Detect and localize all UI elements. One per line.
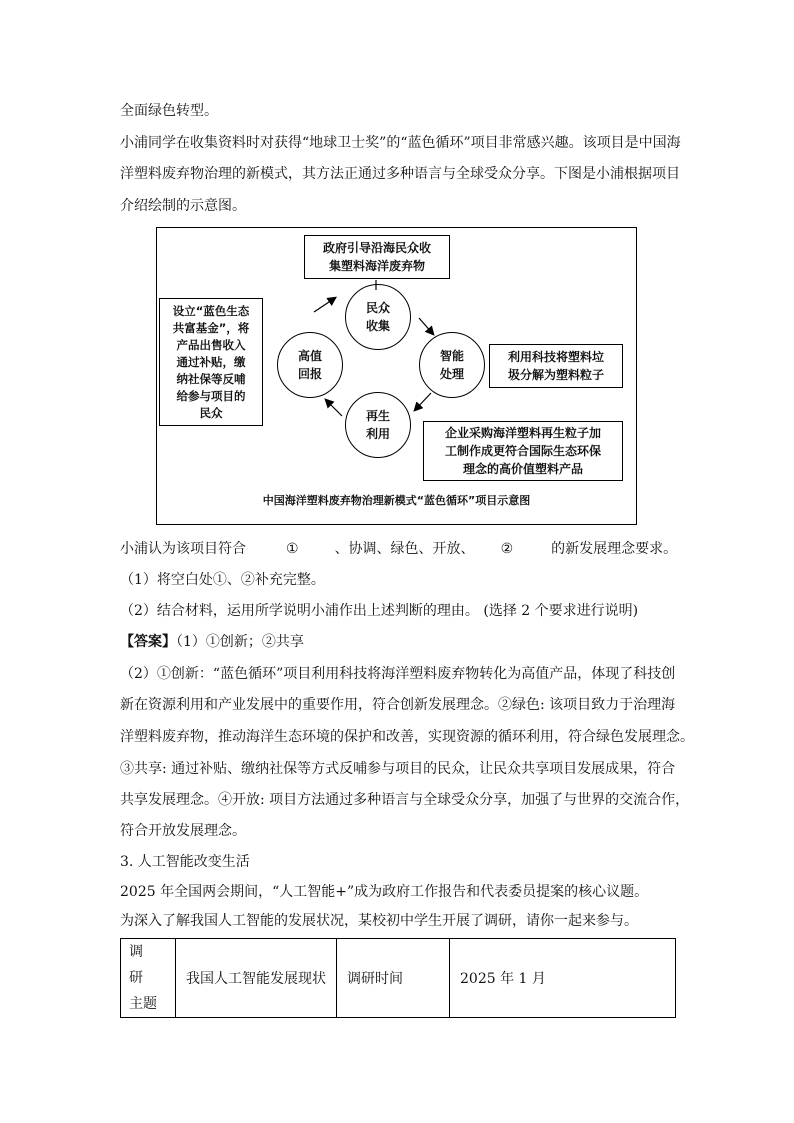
intro-line-2: 小浦同学在收集资料时对获得“地球卫士奖”的“蓝色循环”项目非常感兴趣。该项目是中国海 (120, 135, 681, 151)
question-1: （1）将空白处①、②补充完整。 (120, 572, 325, 588)
answer-1-text: （1）①创新；②共享 (176, 634, 304, 650)
left-box-line: 民众 (199, 405, 223, 420)
bottom-box-line: 企业采购海洋塑料再生粒子加 (444, 426, 601, 440)
answer-label: 【答案】 (120, 634, 176, 650)
circle-process (419, 332, 485, 398)
circle-label: 再生 (365, 409, 390, 423)
left-box-line: 纳社保等反哺 (176, 371, 246, 386)
table-cell-time-label: 调研时间 (337, 939, 450, 1018)
blue-cycle-diagram (156, 227, 637, 525)
blank-1: ① (286, 541, 299, 557)
right-box-line: 利用科技将塑料垃 (507, 350, 604, 364)
left-box-line: 产品出售收入 (176, 337, 246, 352)
intro-line-3: 洋塑料废弃物治理的新模式，其方法正通过多种语言与全球受众分享。下图是小浦根据项目 (120, 166, 680, 182)
intro-line-4: 介绍绘制的示意图。 (120, 198, 246, 214)
answer-2-line: ③共享: 通过补贴、缴纳社保等方式反哺参与项目的民众，让民众共享项目发展成果，符合 (120, 761, 676, 777)
table-row (121, 939, 676, 1018)
circle-label: 民众 (365, 301, 390, 315)
left-box-line: 设立“蓝色生态 (172, 303, 250, 318)
arrow-left-to-top (314, 298, 335, 312)
answer-2-line: 共享发展理念。④开放: 项目方法通过多种语言与全球受众分享，加强了与世界的交流合作， (120, 792, 690, 808)
table-cell-topic-label (121, 939, 176, 1018)
question-stem (120, 539, 677, 559)
arrow-top-to-right (419, 318, 433, 334)
left-box (159, 298, 263, 426)
stem-part: 的新发展理念要求。 (551, 541, 678, 557)
circle-label: 利用 (365, 427, 390, 441)
table-cell-topic: 我国人工智能发展现状 (176, 939, 337, 1018)
circle-label: 高值 (297, 349, 322, 363)
answer-2-line: 洋塑料废弃物，推动海洋生态环境的保护和改善，实现资源的循环利用，符合绿色发展理念。 (120, 729, 694, 745)
top-box-line: 政府引导沿海民众收 (322, 241, 431, 255)
circle-reuse (345, 392, 411, 458)
bottom-box (423, 421, 623, 481)
answer-2-line: 新在资源利用和产业发展中的重要作用，符合创新发展理念。②绿色: 该项目致力于治理海 (120, 697, 676, 713)
intro-line-1: 全面绿色转型。 (120, 103, 218, 119)
circle-label: 收集 (365, 319, 390, 333)
right-box-line: 圾分解为塑料粒子 (507, 368, 604, 382)
stem-part: 、协调、绿色、开放、 (334, 541, 475, 557)
section-3-p2: 为深入了解我国人工智能的发展状况，某校初中学生开展了调研，请你一起来参与。 (120, 913, 638, 929)
bottom-box-line: 工制作成更符合国际生态环保 (444, 444, 601, 458)
question-2: （2）结合材料，运用所学说明小浦作出上述判断的理由。 (选择 2 个要求进行说明) (120, 603, 639, 619)
blank-2: ② (500, 541, 514, 557)
circle-label: 回报 (297, 367, 322, 381)
left-box-line: 给参与项目的 (176, 388, 246, 403)
section-3-p1: 2025 年全国两会期间，“人工智能+”成为政府工作报告和代表委员提案的核心议题。 (120, 884, 649, 900)
circle-label: 处理 (439, 367, 464, 381)
cell-text: 主题 (129, 996, 157, 1012)
left-box-line: 通过补贴，缴 (176, 354, 246, 369)
top-box-line: 集塑料海洋废弃物 (328, 259, 425, 273)
circle-return (277, 332, 343, 398)
table-cell-time: 2025 年 1 月 (450, 939, 676, 1018)
answer-2-line: （2）①创新：“蓝色循环”项目利用科技将海洋塑料废弃物转化为高值产品，体现了科技创 (120, 666, 676, 682)
stem-part: 小浦认为该项目符合 (120, 541, 246, 557)
diagram-caption: 中国海洋塑料废弃物治理新模式“蓝色循环”项目示意图 (262, 494, 531, 507)
bottom-box-line: 理念的高价值塑料产品 (462, 462, 583, 476)
section-3-title: 3. 人工智能改变生活 (120, 854, 250, 870)
cell-text: 调研 (129, 944, 153, 986)
answer-1 (120, 632, 304, 652)
top-box (304, 235, 450, 279)
arrow-right-to-bottom (415, 393, 431, 410)
circle-label: 智能 (439, 349, 464, 363)
left-box-line: 共富基金”，将 (172, 320, 250, 335)
arrow-bottom-to-left (326, 400, 342, 416)
right-box (489, 344, 623, 388)
research-table (120, 938, 676, 1018)
answer-2-line: 符合开放发展理念。 (120, 823, 246, 839)
circle-collect (345, 284, 411, 350)
